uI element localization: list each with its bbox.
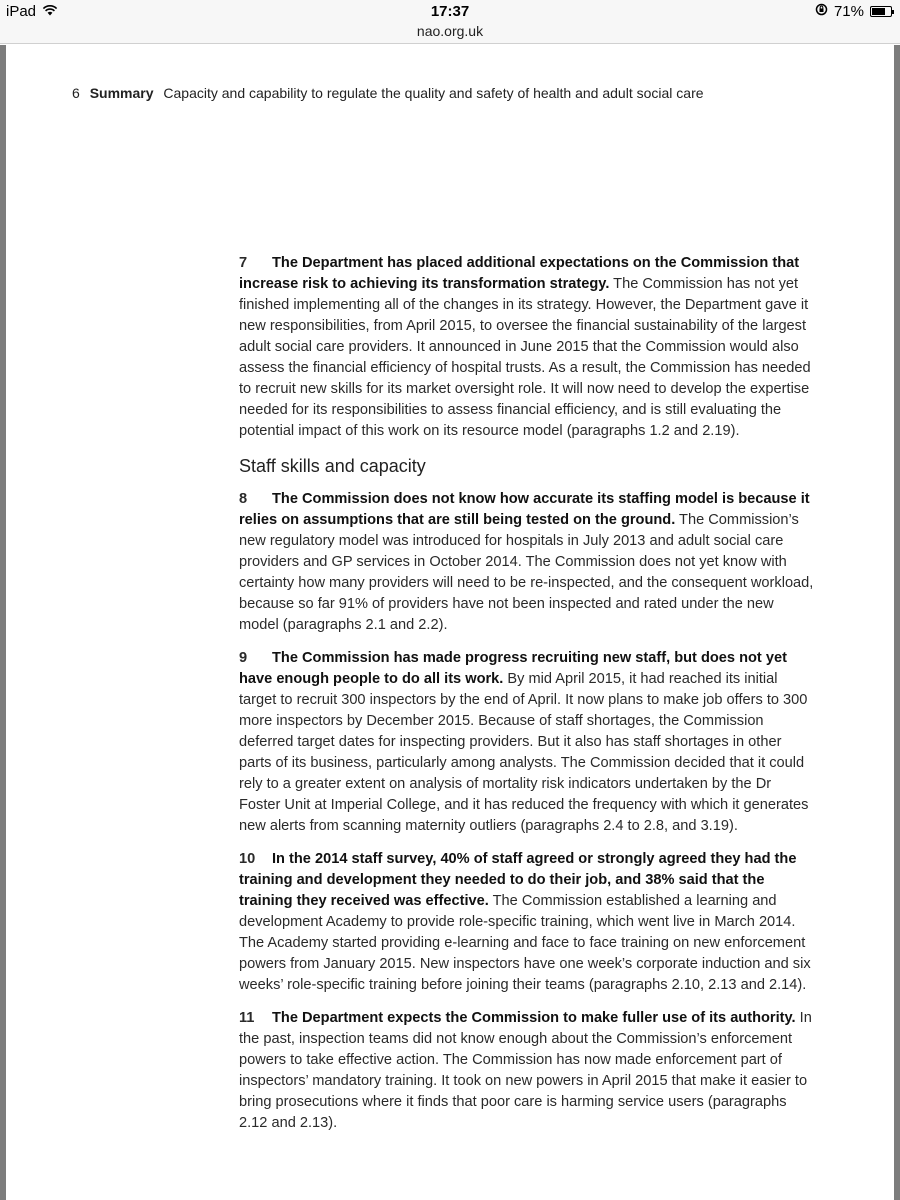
document-title: Capacity and capability to regulate the quality and safety of health and adult social care <box>163 85 704 101</box>
paragraph-number: 9 <box>239 650 248 666</box>
paragraph-body: The Commission has not yet finished implementing all of the changes in its strategy. However, the Department gave it new responsibilities, from April 2015, to oversee the financial sustainability of the largest adult social care providers. It announced in June 2015 that the Commission would also assess the financial efficiency of hospital trusts. As a result, the Commission has needed to recruit new skills for its market oversight role. It will now need to develop the expertise needed for its responsibilities to assess financial efficiency, and is still evaluating the potential impact of this work on its resource model (paragraphs 1.2 and 2.19). <box>239 276 811 439</box>
paragraph-body: By mid April 2015, it had reached its initial target to recruit 300 inspectors by the end of April. It now plans to make job offers to 300 more inspectors by December 2015. Because of staff shortages, the Commission deferred target dates for inspecting providers. But it also has staff shortages in other parts of its business, particularly among analysts. The Commission decided that it could rely to a greater extent on analysis of mortality risk indicators undertaken by the Dr Foster Unit at Imperial College, and it has reduced the frequency with which it generates new alerts from scanning maternity outliers (paragraphs 2.4 to 2.8, and 3.19). <box>239 671 809 834</box>
paragraph-number: 11 <box>239 1010 255 1026</box>
paragraph-number: 8 <box>239 491 248 507</box>
paragraph-number: 7 <box>239 255 248 271</box>
section-heading: Staff skills and capacity <box>239 456 426 476</box>
paragraph-10 <box>239 849 814 996</box>
status-right <box>815 3 892 20</box>
document-page <box>6 45 894 1200</box>
paragraph-lead: In the 2014 staff survey, 40% of staff agreed or strongly agreed they had the training and development they needed to do their job, and 38% said that the training they received was effective. <box>239 851 797 909</box>
paragraph-lead: The Department expects the Commission to make fuller use of its authority. <box>272 1010 796 1026</box>
page-margin-right <box>894 45 900 1200</box>
paragraph-8 <box>239 489 814 636</box>
paragraph-lead: The Commission does not know how accurate its staffing model is because it relies on assumptions that are still being tested on the ground. <box>239 491 810 528</box>
paragraph-9 <box>239 648 814 837</box>
paragraph-body: The Commission established a learning and development Academy to provide role-specific training, which went live in March 2014. The Academy started providing e-learning and face to face training on new enforcement powers from January 2015. New inspectors have one week’s corporate induction and six weeks’ role-specific training before joining their teams (paragraphs 2.10, 2.13 and 2.14). <box>239 893 811 993</box>
clock: 17:37 <box>430 3 470 20</box>
paragraph-lead: The Department has placed additional expectations on the Commission that increase risk to achieving its transformation strategy. <box>239 255 800 292</box>
page-number: 6 <box>72 85 80 101</box>
status-bar <box>0 0 900 22</box>
url-text[interactable]: nao.org.uk <box>416 23 484 39</box>
paragraph-body: The Commission’s new regulatory model was introduced for hospitals in July 2013 and adult social care providers and GP services in October 2014. The Commission does not yet know with certainty how many providers will need to be re-inspected, and the consequent workload, because so far 91% of providers have not been inspected and rated under the new model (paragraphs 2.1 and 2.2). <box>239 512 814 633</box>
paragraph-11 <box>239 1008 814 1134</box>
url-bar[interactable] <box>0 22 900 44</box>
section-label: Summary <box>89 85 154 101</box>
paragraph-lead: The Commission has made progress recruiting new staff, but does not yet have enough people to do all its work. <box>239 650 787 687</box>
running-head <box>72 85 704 101</box>
battery-icon <box>870 6 892 17</box>
rotation-lock-icon <box>815 3 828 20</box>
battery-percent: 71% <box>833 3 864 20</box>
battery-fill <box>872 8 885 15</box>
paragraph-number: 10 <box>239 851 256 867</box>
device-name: iPad <box>6 3 37 20</box>
paragraph-7 <box>239 253 814 442</box>
paragraph-body: In the past, inspection teams did not know enough about the Commission’s enforcement powers to take effective action. The Commission has now made enforcement part of inspectors’ mandatory training. It took on new powers in April 2015 that make it easier to bring prosecutions where it finds that poor care is harming service users (paragraphs 2.12 and 2.13). <box>239 1010 812 1131</box>
document-body <box>239 253 814 1146</box>
